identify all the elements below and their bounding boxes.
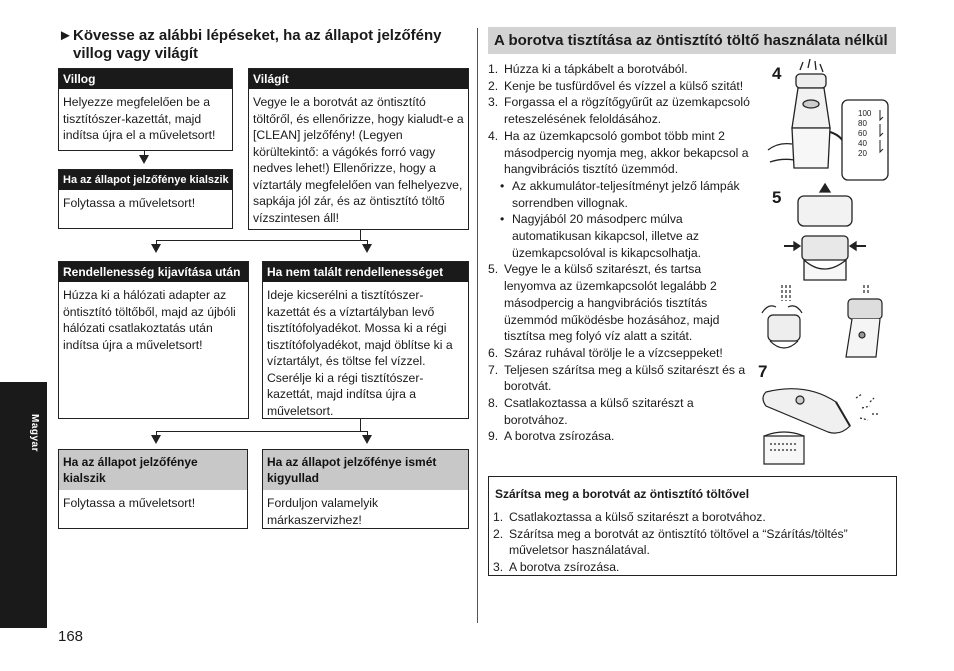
box-rendelleneseg-title: Rendellenesség kijavítása után [59,262,248,282]
sub-bullets [488,178,750,262]
page-number: 168 [58,628,84,645]
drying-steps-list [493,509,888,576]
figure-number-4: 4 [772,64,782,83]
rinse-illustration [752,283,892,358]
box-villog-text: Helyezze megfelelően be a tisztítószer-kazettát, majd indítsa újra el a műveletsort! [63,95,216,142]
box-vilagit [248,68,469,230]
box-nem-talalt-title: Ha nem talált rendellenességet [263,262,468,282]
box-ujra-kigyullad-title: Ha az állapot jelzőfénye ismét kigyullad [263,450,468,490]
arrow-down-icon [139,155,149,164]
arrow-down-icon [362,435,372,444]
figure-number-7: 7 [758,362,768,381]
list-item: 2. Kenje be tusfürdővel és vízzel a külső szitát! [488,78,744,93]
bullet-item: • Nagyjából 20 másodperc múlva automatikusan kikapcsol, illetve az üzemkapcsolóval is kikapcsolhatja. [500,212,701,260]
scale-label: 40 [858,139,867,148]
bullet-item: • Az akkumulátor-teljesítményt jelző lámpák sorrendben villognak. [500,178,740,210]
intro-text: Kövesse az alábbi lépéseket, ha az állapot jelzőfény villog vagy világít [73,27,442,62]
remove-blade-illustration [780,182,870,282]
arrow-down-icon [362,244,372,253]
box-nem-talalt [262,261,469,419]
list-item: 3. Forgassa el a rögzítőgyűrűt az üzemkapcsoló reteszelésének feloldásához. [488,95,750,127]
drying-illustration [760,374,890,470]
column-divider [477,28,478,623]
list-item: 9. A borotva zsírozása. [488,429,615,444]
drying-box-title: Szárítsa meg a borotvát az öntisztító töltővel [495,487,750,501]
box-ujra-kigyullad-text: Forduljon valamelyik márkaszervizhez! [267,496,379,527]
box-villog [58,68,233,151]
steps-list [488,61,750,445]
list-item: 6. Száraz ruhával törölje le a vízcseppeket! [488,345,723,360]
figure-number-5: 5 [772,188,782,207]
box-nem-talalt-text: Ideje kicserélni a tisztítószer-kazettát és a víztartályban levő tisztítófolyadékot. Mossa ki a régi tisztítófolyadékot, majd öblítse ki a víztartályt, és töltse fel vízzel. Cserélje ki a régi tisztítószer-kazettát, majd indítsa újra a műveletsort. [267,288,453,418]
scale-label: 80 [858,119,867,128]
box-vilagit-text: Vegye le a borotvát az öntisztító töltőről, és ellenőrizze, hogy kialudt-e a [CLEAN] jelzőfény! (Legyen körültekintő: a vágókés forró vagy nedves lehet!) Ellenőrizze, hogy a víztartály megfelelően van felhelyezve, sapkája jól zár, és az öntisztító töltő vízszintesen áll! [253,95,464,225]
list-item: 5. Vegye le a külső szitarészt, és tartsa lenyomva az üzemkapcsolót legalább 2 másodpercig a hangvibrációs tisztítás üzemmód működésbe hozásához, majd tisztítsa meg folyó víz alatt a szitát. [488,262,720,344]
scale-label: 20 [858,149,867,158]
box-ujra-kigyullad [262,449,469,529]
list-item: 1. Húzza ki a tápkábelt a borotvából. [488,62,688,76]
box-kialszik-2-title: Ha az állapot jelzőfénye kialszik [59,450,247,490]
list-item: 3. A borotva zsírozása. [493,560,620,575]
language-label: Magyar [29,414,40,453]
box-kialszik-1-text: Folytassa a műveletsort! [63,196,196,210]
triangle-bullet-icon: ► [58,27,73,44]
box-kialszik-1-title: Ha az állapot jelzőfénye kialszik [59,170,232,190]
box-kialszik-1 [58,169,233,229]
list-item: 2. Szárítsa meg a borotvát az öntisztító töltővel a “Szárítás/töltés” műveletsor használatával. [493,526,848,558]
box-rendelleneseg-text: Húzza ki a hálózati adapter az öntisztító töltőből, majd az újbóli hálózati csatlakoztatás után indítsa újra a műveletsort! [63,288,236,352]
list-item: 4. Ha az üzemkapcsoló gombot több mint 2 másodpercig nyomja meg, akkor bekapcsol a hangvibrációs tisztító üzemmód. • Az akkumulátor-teljesítményt jelző lámpák sorrendben villognak. • Nagyjából 20 másodperc múlva automatikusan kikapcsol, illetve az üzemkapcsolóval is kikapcsolhatja. [488,128,749,260]
list-item: 1. Csatlakoztassa a külső szitarészt a borotvához. [493,510,766,524]
box-kialszik-2-text: Folytassa a műveletsort! [63,496,196,510]
intro-heading [58,27,478,63]
shaver-switch-illustration [760,58,895,186]
list-item: 7. Teljesen szárítsa meg a külső szitarészt és a borotvát. [488,362,746,394]
drying-box [488,476,897,576]
box-kialszik-2 [58,449,248,529]
connector [156,431,368,432]
box-vilagit-title: Világít [249,69,468,89]
box-rendelleneseg [58,261,249,419]
list-item: 8. Csatlakoztassa a külső szitarészt a borotvához. [488,396,694,427]
scale-label: 60 [858,129,867,138]
scale-label: 100 [858,109,872,118]
connector [156,240,368,241]
arrow-down-icon [151,435,161,444]
box-villog-title: Villog [59,69,232,89]
section-title: A borotva tisztítása az öntisztító töltő használata nélkül [488,27,896,54]
arrow-down-icon [151,244,161,253]
